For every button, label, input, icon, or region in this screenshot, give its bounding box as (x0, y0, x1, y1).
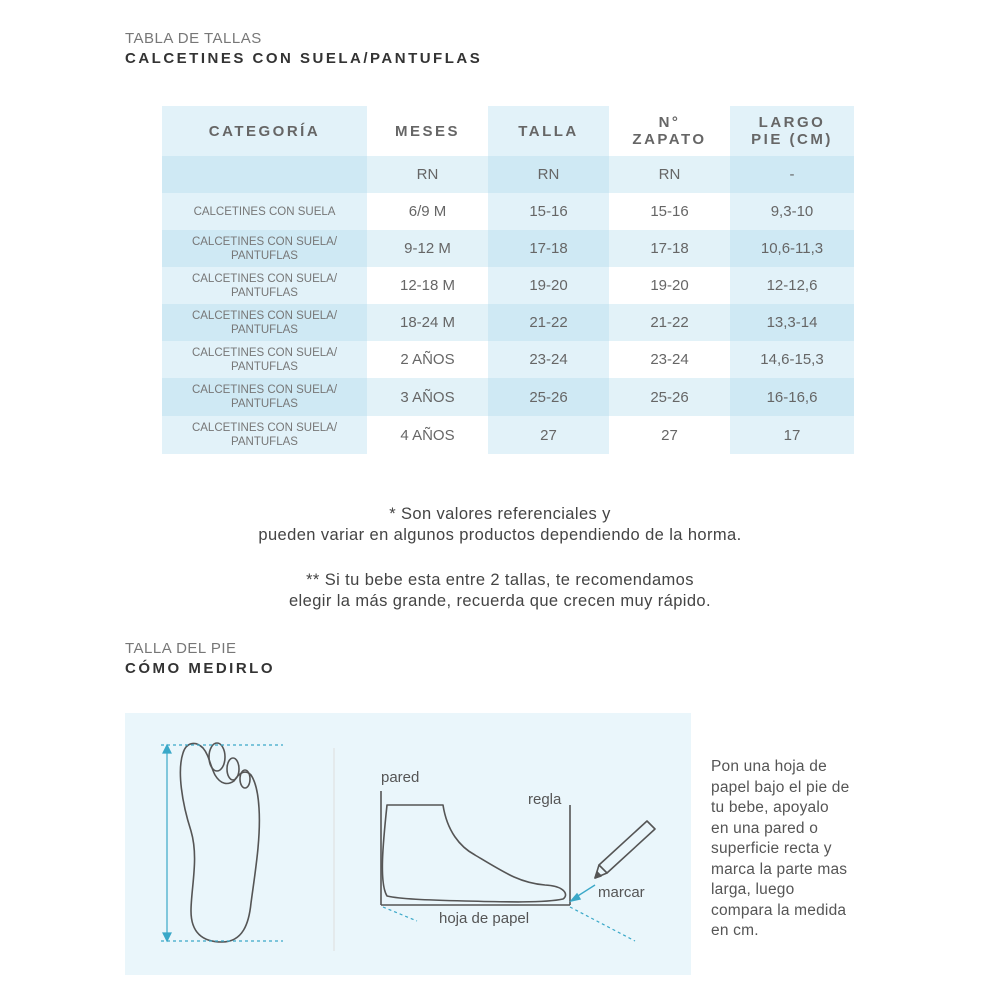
foot-measure-illustration (125, 713, 691, 975)
table-header-cell: TALLA (518, 122, 579, 140)
table-cell: 16-16,6 (766, 388, 818, 406)
label-mark: marcar (598, 884, 645, 901)
measure-guides (161, 745, 283, 941)
instruction-line: Pon una hoja de (711, 758, 827, 775)
table-category-cell: CALCETINES CON SUELA (193, 205, 336, 218)
table-cell: 13,3-14 (766, 314, 818, 331)
section-label: TALLA DEL PIE (125, 640, 237, 657)
note-referential (100, 504, 900, 546)
table-cell: 18-24 M (399, 314, 456, 331)
table-cell: 23-24 (650, 351, 689, 368)
note-line: * Son valores referenciales y (389, 505, 611, 523)
label-ruler: regla (528, 791, 562, 808)
table-cell: 27 (661, 426, 678, 444)
table-category-cell: CALCETINES CON SUELA/ PANTUFLAS (191, 309, 338, 336)
table-header-cell: MESES (394, 122, 460, 140)
table-cell: 14,6-15,3 (760, 351, 824, 368)
table-header-cell: N° ZAPATO (632, 114, 707, 148)
table-category-cell: CALCETINES CON SUELA/ PANTUFLAS (191, 422, 338, 448)
table-category-cell: CALCETINES CON SUELA/ PANTUFLAS (191, 384, 338, 410)
table-category-cell: CALCETINES CON SUELA/ PANTUFLAS (191, 272, 338, 299)
measurement-illustration-panel (125, 713, 691, 975)
instructions-text (711, 757, 849, 942)
table-cell: 25-26 (650, 388, 689, 406)
table-cell: 19-20 (650, 277, 689, 294)
instruction-line: tu bebe, apoyalo (711, 799, 829, 816)
size-table (162, 106, 854, 454)
table-cell: 25-26 (529, 388, 568, 406)
note-line: pueden variar en algunos productos dependiendo de la horma. (258, 526, 742, 544)
note-recommendation (100, 570, 900, 612)
section-title: CÓMO MEDIRLO (125, 660, 275, 677)
instruction-line: marca la parte mas (711, 860, 848, 878)
table-cell: 3 AÑOS (400, 388, 455, 406)
foot-side-view-icon (381, 791, 570, 905)
table-category-cell (162, 156, 367, 193)
table-cell: 27 (540, 426, 557, 444)
table-cell: 6/9 M (408, 203, 447, 220)
label-paper: hoja de papel (439, 910, 530, 927)
instruction-line: superficie recta y (711, 840, 832, 857)
table-cell: 2 AÑOS (400, 351, 455, 368)
table-cell: 4 AÑOS (400, 426, 455, 444)
table-cell: 15-16 (529, 203, 568, 220)
table-cell: 12-18 M (399, 277, 456, 294)
table-cell: 10,6-11,3 (760, 240, 824, 257)
table-cell: 17-18 (650, 240, 689, 257)
table-cell: RN (416, 166, 439, 183)
note-line: elegir la más grande, recuerda que crecen muy rápido. (288, 592, 711, 610)
table-cell: 9-12 M (404, 240, 451, 257)
table-category-cell: CALCETINES CON SUELA/ PANTUFLAS (191, 235, 338, 262)
table-cell: 17 (783, 426, 801, 444)
table-header-cell: CATEGORÍA (208, 122, 321, 140)
table-cell: RN (658, 166, 681, 183)
table-category-cell: CALCETINES CON SUELA/ PANTUFLAS (191, 346, 338, 373)
table-cell: 21-22 (529, 314, 568, 331)
table-cell: 9,3-10 (770, 203, 814, 220)
table-cell: 12-12,6 (766, 277, 818, 294)
table-cell: 21-22 (650, 314, 689, 331)
table-header-cell: LARGO PIE (CM) (751, 114, 833, 148)
section-title: CALCETINES CON SUELA/PANTUFLAS (125, 50, 483, 67)
instruction-line: en una pared o (711, 819, 819, 837)
table-cell: 17-18 (529, 240, 568, 257)
instruction-line: larga, luego (711, 881, 795, 898)
instruction-line: compara la medida (711, 901, 847, 919)
pencil-icon (595, 821, 655, 878)
instruction-line: papel bajo el pie de (711, 778, 850, 796)
mark-arrow (571, 885, 595, 901)
instruction-line: en cm. (711, 922, 759, 939)
table-cell: 15-16 (650, 203, 689, 220)
table-cell: RN (537, 166, 560, 183)
note-line: ** Si tu bebe esta entre 2 tallas, te recomendamos (306, 571, 694, 589)
instructions-panel (691, 713, 908, 975)
label-wall: pared (381, 769, 420, 786)
foot-top-view-icon (180, 743, 259, 942)
table-cell: - (789, 166, 795, 183)
table-cell: 23-24 (529, 351, 568, 368)
section-label: TABLA DE TALLAS (125, 30, 262, 47)
table-cell: 19-20 (529, 277, 568, 294)
